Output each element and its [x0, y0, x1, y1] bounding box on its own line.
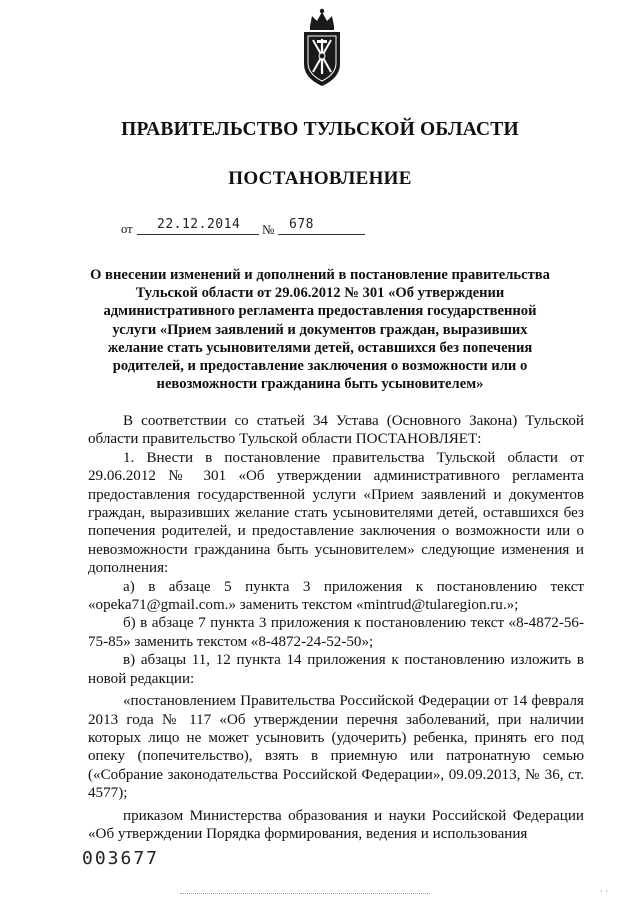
body-paragraph: а) в абзаце 5 пункта 3 приложения к постановлению текст «opeka71@gmail.com.» заменить текстом «mintrud@tularegion.ru.»;	[88, 578, 584, 614]
serial-number: 003677	[82, 848, 160, 869]
body-paragraph: 1. Внести в постановление правительства Тульской области от 29.06.2012 № 301 «Об утверждении административного регламента предоставления государственной услуги «Прием заявлений и документов граждан, выразивших желание стать усыновителями детей, оставшихся без попечения родителей, и предоставление заключения о возможности или о невозможности гражданина быть усыновителем» следующие изменения и дополнения:	[88, 449, 584, 577]
document-type: ПОСТАНОВЛЕНИЕ	[228, 168, 412, 189]
government-title: ПРАВИТЕЛЬСТВО ТУЛЬСКОЙ ОБЛАСТИ	[121, 119, 519, 140]
body-paragraph: приказом Министерства образования и науки Российской Федерации «Об утверждении Порядка формирования, ведения и использования	[88, 807, 584, 842]
number-value: 678	[289, 217, 314, 232]
date-value: 22.12.2014	[157, 217, 241, 232]
tula-coat-of-arms-icon	[300, 6, 344, 90]
date-label: от	[121, 222, 133, 236]
body-paragraph: В соответствии со статьей 34 Устава (Основного Закона) Тульской области правительство Тульской области ПОСТАНОВЛЯЕТ:	[88, 413, 584, 448]
body-paragraph: «постановлением Правительства Российской Федерации от 14 февраля 2013 года № 117 «Об утверждении перечня заболеваний, при наличии которых лицо не может усыновить (удочерить) ребенка, принять его под опеку (попечительство), взять в приемную или патронатную семью («Собрание законодательства Российской Федерации», 09.09.2013, № 36, ст. 4577);	[88, 693, 584, 802]
body-paragraph: б) в абзаце 7 пункта 3 приложения к постановлению текст «8-4872-56-75-85» заменить текстом «8-4872-24-52-50»;	[88, 615, 584, 650]
document-body	[88, 412, 584, 843]
body-paragraph: в) абзацы 11, 12 пункта 14 приложения к постановлению изложить в новой редакции:	[88, 652, 584, 687]
scan-artifact: · ·	[600, 886, 609, 896]
number-underline	[278, 234, 365, 235]
document-subject: О внесении изменений и дополнений в постановление правительства Тульской области от 29.06.2012 № 301 «Об утверждении административного регламента предоставления государственной услуги «Прием заявлений и документов граждан, выразивших желание стать усыновителями детей, оставшихся без попечения родителей, и предоставление заключения о возможности или о невозможности гражданина быть усыновителем»	[90, 267, 550, 393]
date-underline	[137, 234, 259, 235]
scan-artifact-line	[180, 893, 430, 894]
number-label: №	[262, 222, 275, 237]
